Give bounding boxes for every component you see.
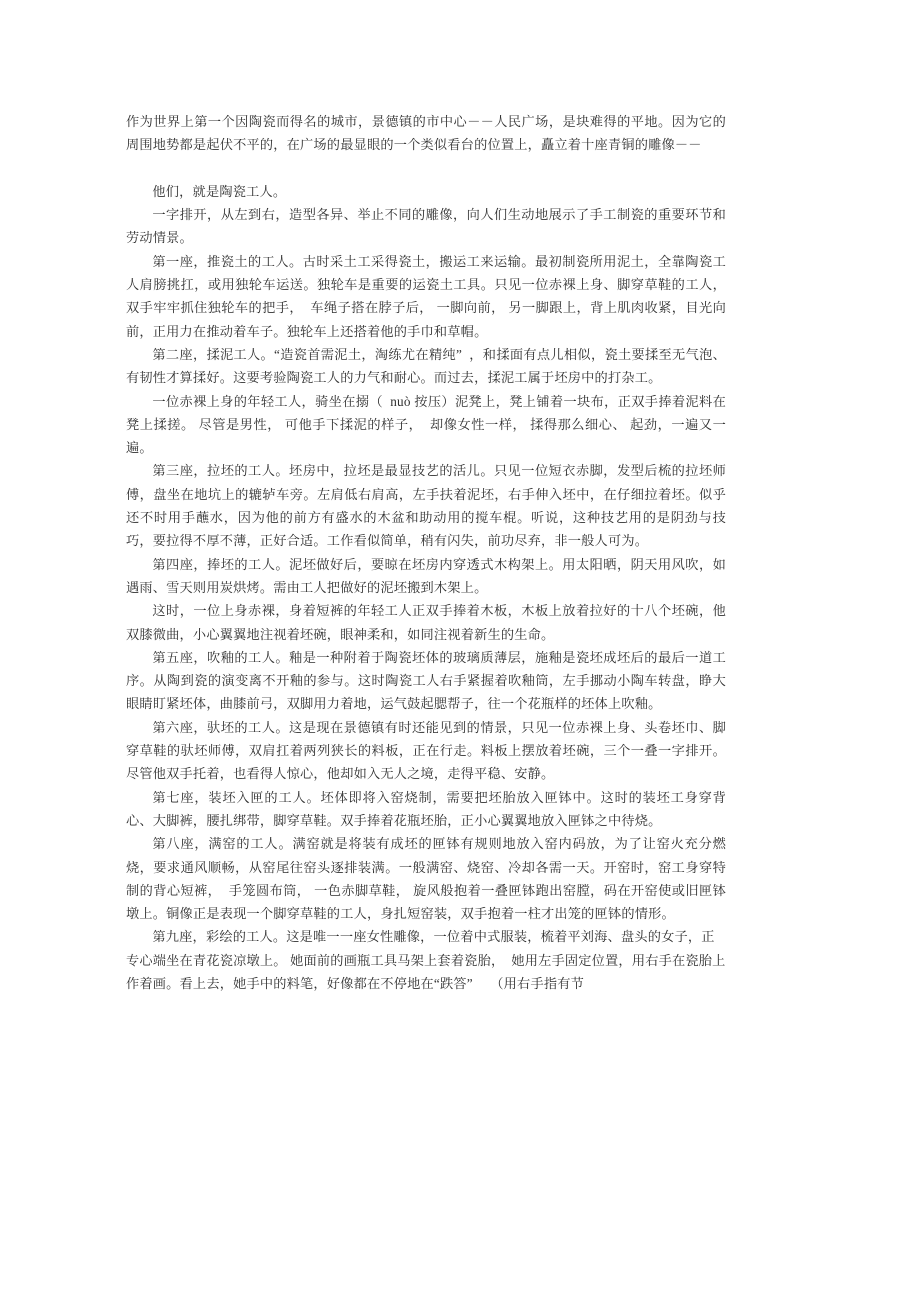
paragraph-statue-eight-kiln-filler: 第八座，满窑的工人。满窑就是将装有成坯的匣钵有规则地放入窑内码放，为了让窑火充分燃烧，要求通风顺畅，从窑尾往窑头逐排装满。一般满窑、烧窑、冷却各需一天。开窑时，窑工身穿特制的背心短裤， 手笼圆布筒， 一色赤脚草鞋， 旋风般抱着一叠匣钵跑出窑膛，码在开窑使或旧匣钵墩上。铜像正是表现一个脚穿草鞋的工人，身扎短窑装，双手抱着一柱才出笼的匣钵的情形。 [126, 836, 726, 922]
paragraph-statue-three-thrower: 第三座，拉坯的工人。坯房中，拉坯是最显技艺的活儿。只见一位短衣赤脚，发型后梳的拉坯师傅，盘坐在地坑上的辘轳车旁。左肩低右肩高，左手扶着泥坯，右手伸入坯中，在仔细拉着坯。似乎还不时用手蘸水，因为他的前方有盛水的木盆和助动用的搅车棍。听说，这种技艺用的是阴劲与技巧，要拉得不厚不薄，正好合适。工作看似简单，稍有闪失，前功尽弃，非一般人可为。 [126, 463, 726, 549]
paragraph-lineup-description: 一字排开，从左到右，造型各异、举止不同的雕像，向人们生动地展示了手工制瓷的重要环节和劳动情景。 [126, 207, 726, 246]
paragraph-statue-six-body-porter: 第六座，驮坯的工人。这是现在景德镇有时还能见到的情景，只见一位赤裸上身、头卷坯巾、脚穿草鞋的驮坯师傅，双肩扛着两列狭长的料板，正在行走。料板上摆放着坯碗，三个一叠一字排开。尽管他双手托着，也看得人惊心，他却如入无人之境，走得平稳、安静。 [126, 719, 726, 782]
paragraph-statue-two-detail: 一位赤裸上身的年轻工人，骑坐在搦（ nuò 按压）泥凳上，凳上铺着一块布，正双手捧着泥料在凳上揉搓。 尽管是男性， 可他手下揉泥的样子， 却像女性一样， 揉得那么细心、 起劲，一遍又一遍。 [126, 393, 726, 456]
paragraph-statue-four-carrier: 第四座，捧坯的工人。泥坯做好后，要晾在坯房内穿透式木构架上。用太阳晒，阴天用风吹，如遇雨、雪天则用炭烘烤。需由工人把做好的泥坯搬到木架上。 [126, 556, 726, 595]
paragraph-statue-five-glaze-blower: 第五座，吹釉的工人。釉是一种附着于陶瓷坯体的玻璃质薄层，施釉是瓷坯成坯后的最后一道工序。从陶到瓷的演变离不开釉的参与。这时陶瓷工人右手紧握着吹釉筒，左手挪动小陶车转盘，睁大眼睛盯紧坯体，曲膝前弓，双脚用力着地，运气鼓起腮帮子，往一个花瓶样的坯体上吹釉。 [126, 649, 726, 712]
paragraph-statue-two-clay-kneader: 第二座，揉泥工人。“造瓷首需泥土，淘练尤在精纯” ，和揉面有点儿相似，瓷土要揉至无气泡、有韧性才算揉好。这要考验陶瓷工人的力气和耐心。而过去，揉泥工属于坯房中的打杂工。 [126, 346, 726, 386]
paragraph-statue-nine-painter: 第九座，彩绘的工人。这是唯一一座女性雕像，一位着中式服装，梳着平刘海、盘头的女子，正专心端坐在青花瓷凉墩上。 她面前的画瓶工具马架上套着瓷胎， 她用左手固定位置，用右手在瓷胎上作着画。看上去，她手中的料笔，好像都在不停地在“跌答” （用右手指有节 [126, 929, 726, 991]
paragraph-statue-four-detail: 这时，一位上身赤裸，身着短裤的年轻工人正双手捧着木板，木板上放着拉好的十八个坯碗，他双膝微曲，小心翼翼地注视着坯碗，眼神柔和，如同注视着新生的生命。 [126, 603, 726, 642]
paragraph-intro: 作为世界上第一个因陶瓷而得名的城市，景德镇的市中心－－人民广场，是块难得的平地。因为它的周围地势都是起伏不平的，在广场的最显眼的一个类似看台的位置上，矗立着十座青铜的雕像－－ [126, 114, 726, 153]
paragraph-spacer [126, 157, 726, 180]
document-text-body [126, 110, 730, 995]
paragraph-they-are-ceramic-workers: 他们，就是陶瓷工人。 [152, 183, 287, 199]
paragraph-statue-one-clay-pusher: 第一座，推瓷土的工人。古时采土工采得瓷土，搬运工来运输。最初制瓷所用泥土，全靠陶瓷工人肩膀挑扛，或用独轮车运送。独轮车是重要的运瓷土工具。只见一位赤裸上身、脚穿草鞋的工人， 双手牢牢抓住独轮车的把手， 车绳子搭在脖子后， 一脚向前， 另一脚跟上，背上肌肉收紧，目光向前，正用力在推动着车子。独轮车上还搭着他的手巾和草帽。 [126, 253, 730, 339]
paragraph-statue-seven-saggar-loader: 第七座，装坯入匣的工人。坯体即将入窑烧制，需要把坯胎放入匣钵中。这时的装坯工身穿背心、大脚裤，腰扎绑带，脚穿草鞋。双手捧着花瓶坯胎，正小心翼翼地放入匣钵之中待烧。 [126, 789, 726, 828]
